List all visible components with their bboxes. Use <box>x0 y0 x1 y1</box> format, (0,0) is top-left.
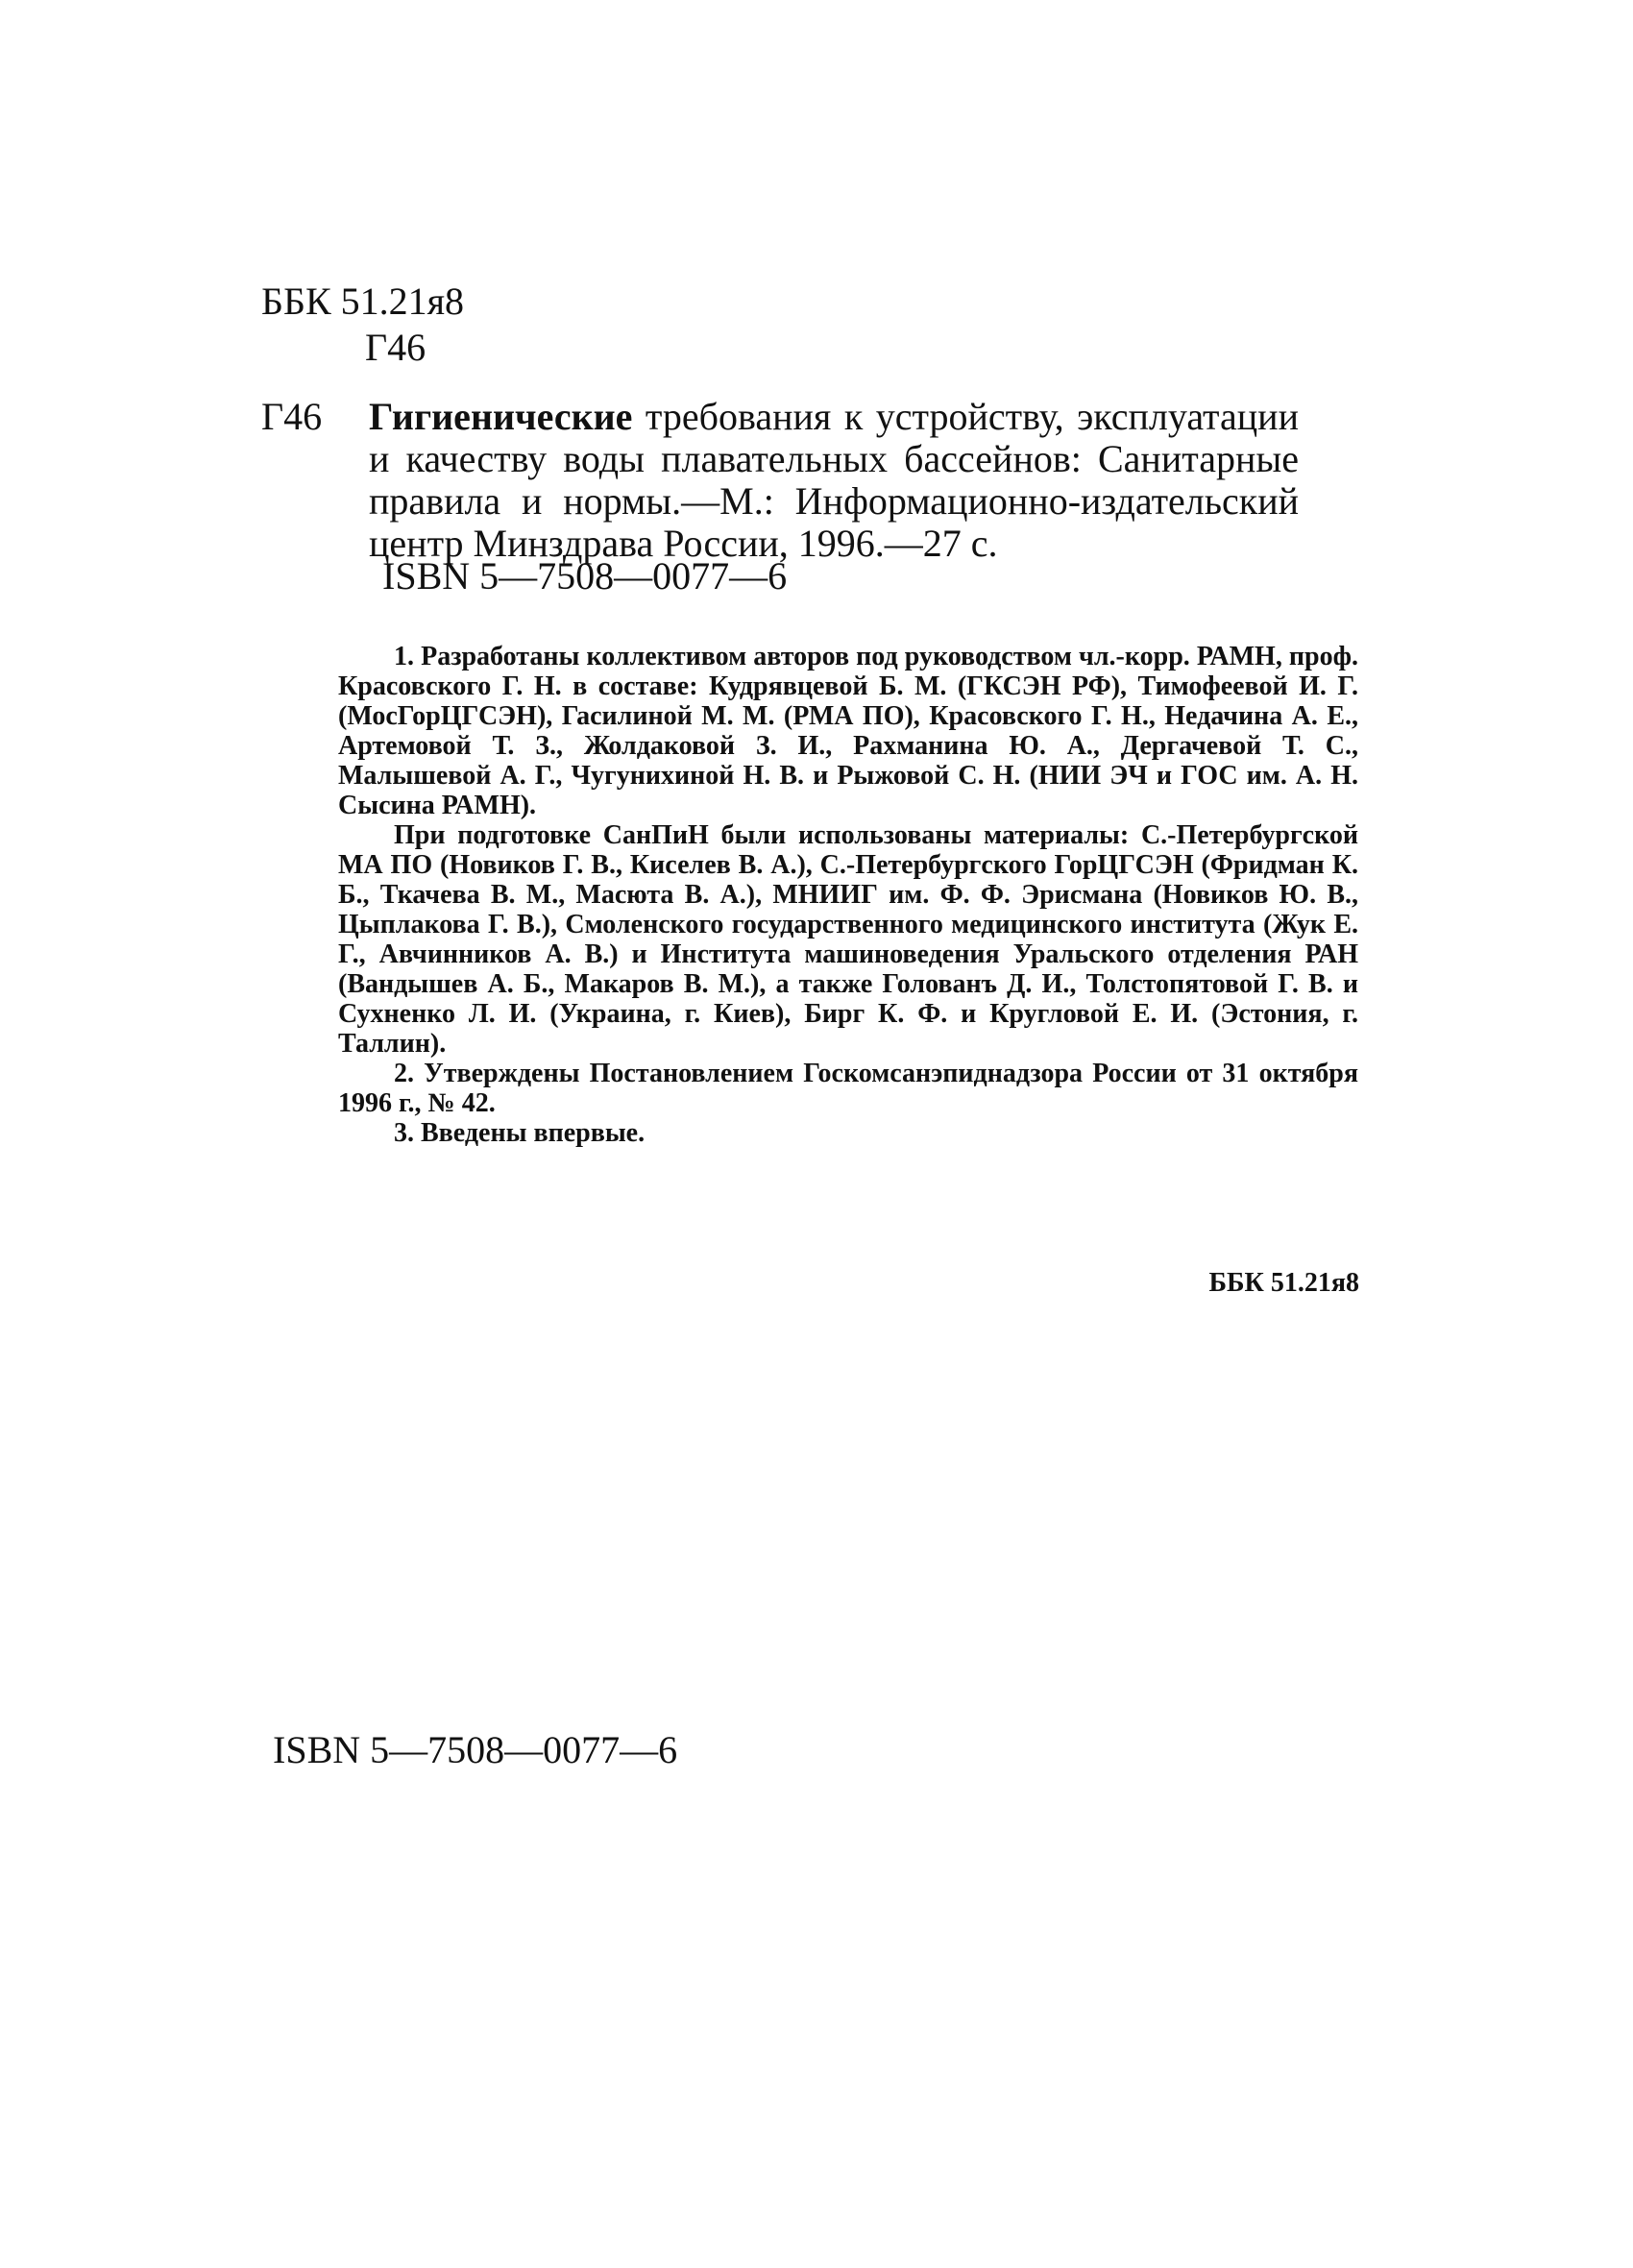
note-materials: При подготовке СанПиН были использованы материалы: С.-Петербургской МА ПО (Новиков Г. В., Киселев В. А.), С.-Петербургского ГорЦГСЭН (Фридман К. Б., Ткачева В. М., Масюта В. А.), МНИИГ им. Ф. Ф. Эрисмана (Новиков Ю. В., Цыплакова Г. В.), Смоленского государственного медицинского института (Жук Е. Г., Авчинников А. В.) и Института машиноведения Уральского отделения РАН (Вандышев А. Б., Макаров В. М.), а также Голованъ Д. И., Толстопятовой Г. В. и Сухненко Л. И. (Украина, г. Киев), Бирг К. Ф. и Кругловой Е. И. (Эстония, г. Таллин). <box>338 820 1358 1059</box>
bbk-classification <box>261 279 464 371</box>
note-approved: 2. Утверждены Постановлением Госкомсанэпиднадзора России от 31 октября 1996 г., № 42. <box>338 1059 1358 1118</box>
entry-isbn: ISBN 5—7508—0077—6 <box>382 554 788 597</box>
note-developers: 1. Разработаны коллективом авторов под руководством чл.-корр. РАМН, проф. Красовского Г. Н. в составе: Кудрявцевой Б. М. (ГКСЭН РФ), Тимофеевой И. Г. (МосГорЦГСЭН), Гасилиной М. М. (РМА ПО), Красовского Г. Н., Недачина А. Е., Артемовой Т. З., Жолдаковой З. И., Рахманина Ю. А., Дергачевой Т. С., Малышевой А. Г., Чугунихиной Н. В. и Рыжовой С. Н. (НИИ ЭЧ и ГОС им. А. Н. Сысина РАМН). <box>338 642 1358 820</box>
note-introduced: 3. Введены впервые. <box>394 1118 646 1148</box>
catalog-entry <box>261 396 1299 565</box>
author-mark: Г46 <box>365 326 427 369</box>
bbk-right-code: ББК 51.21я8 <box>1208 1268 1359 1298</box>
bbk-code: ББК 51.21я8 <box>261 280 465 323</box>
publication-notes <box>338 642 1358 1148</box>
entry-title-rest: требования к устройству, эксплуатации и качеству воды плавательных бассейнов: Санитарные правила и нормы.—М.: Информационно-издательский центр Минздрава России, 1996.—27 с. <box>369 395 1299 565</box>
entry-title-bold: Гигиенические <box>369 395 633 438</box>
entry-code: Г46 <box>261 395 323 438</box>
isbn-bottom: ISBN 5—7508—0077—6 <box>273 1728 678 1771</box>
entry-description <box>369 396 1299 565</box>
